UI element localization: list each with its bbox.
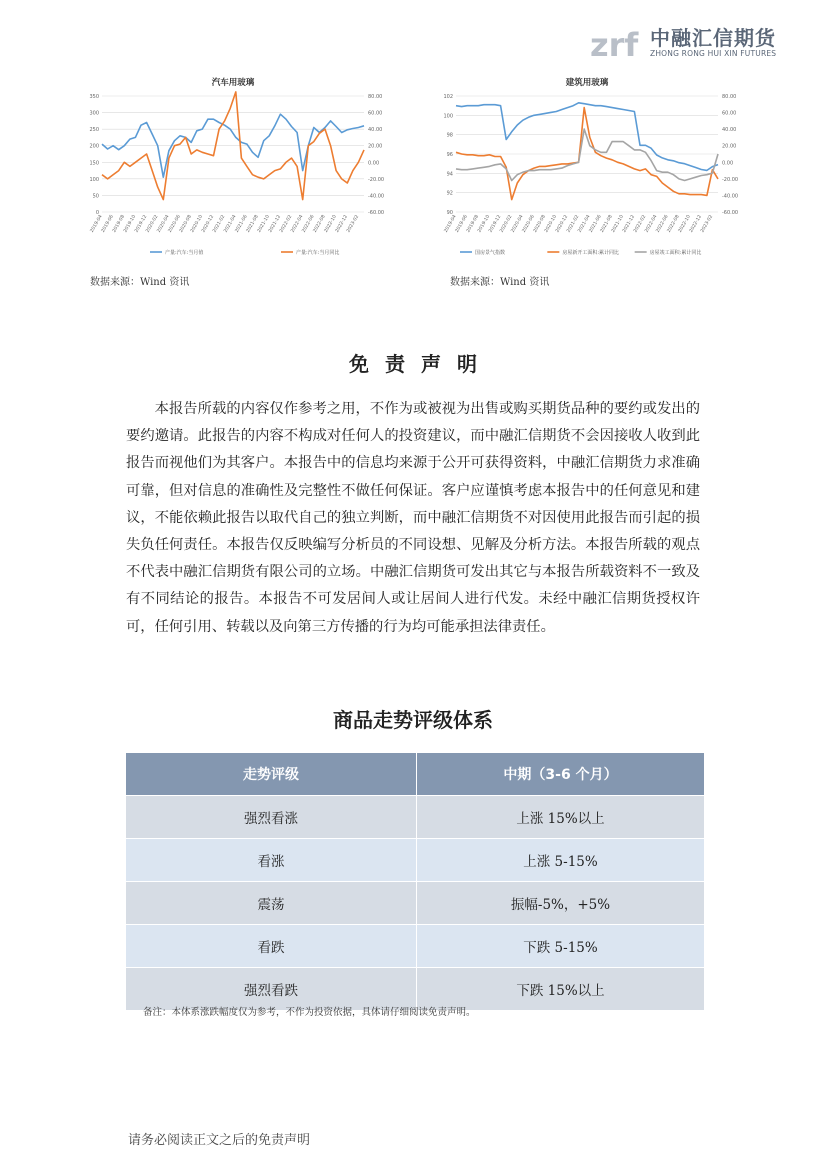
x-tick-label: 2021-12 — [622, 214, 637, 234]
y-left-tick-label: 92 — [446, 190, 453, 197]
legend-label: 房屋新开工面积:累计同比 — [562, 250, 620, 256]
logo-mark: zrf — [590, 26, 639, 64]
y-right-tick-label: 60.00 — [722, 110, 737, 117]
footer-disclaimer-reminder: 请务必阅读正文之后的免责声明 — [128, 1133, 311, 1148]
y-right-tick-label: 0.00 — [722, 160, 734, 167]
x-tick-label: 2021-08 — [599, 214, 614, 234]
x-tick-label: 2022-10 — [323, 214, 338, 234]
rating-table — [126, 753, 704, 1010]
x-tick-label: 2021-10 — [611, 214, 625, 234]
y-right-tick-label: 0.00 — [368, 160, 380, 167]
table-header-row — [126, 753, 704, 796]
y-left-tick-label: 96 — [446, 152, 453, 158]
y-right-tick-label: -40.00 — [368, 193, 385, 200]
y-left-tick-label: 98 — [446, 132, 453, 139]
data-source-left: 数据来源：Wind 资讯 — [90, 277, 190, 288]
y-right-tick-label: 20.00 — [722, 143, 737, 150]
y-left-tick-label: 250 — [89, 127, 99, 134]
x-tick-label: 2022-02 — [279, 214, 294, 234]
y-left-tick-label: 300 — [89, 110, 99, 117]
y-left-tick-label: 94 — [446, 171, 453, 178]
series-line-3 — [456, 129, 718, 180]
x-tick-label: 2020-10 — [544, 214, 559, 234]
x-tick-label: 2021-02 — [212, 214, 227, 234]
header-rating: 走势评级 — [126, 753, 417, 796]
zrf-logo-icon — [590, 18, 648, 64]
x-tick-label: 2021-04 — [577, 214, 592, 234]
x-tick-label: 2021-06 — [234, 214, 249, 234]
table-row — [126, 796, 704, 839]
x-tick-label: 2021-02 — [566, 214, 581, 234]
range-cell: 上涨 15%以上 — [417, 796, 705, 839]
range-cell: 下跌 15%以上 — [417, 968, 705, 1011]
x-tick-label: 2019-08 — [112, 214, 127, 234]
x-tick-label: 2019-04 — [89, 214, 104, 234]
x-tick-label: 2020-02 — [499, 214, 514, 234]
y-right-tick-label: -40.00 — [722, 193, 739, 200]
x-tick-label: 2022-12 — [335, 214, 350, 234]
x-tick-label: 2021-06 — [588, 214, 603, 234]
chart-title: 汽车用玻璃 — [211, 78, 255, 88]
x-tick-label: 2022-12 — [689, 214, 704, 234]
rating-cell: 看涨 — [126, 839, 417, 882]
x-tick-label: 2020-02 — [145, 214, 160, 234]
x-tick-label: 2022-08 — [312, 214, 327, 234]
logo-english-name: ZHONG RONG HUI XIN FUTURES — [650, 49, 777, 58]
x-tick-label: 2021-04 — [223, 214, 238, 234]
x-tick-label: 2020-06 — [167, 214, 182, 234]
y-right-tick-label: -60.00 — [368, 210, 385, 216]
legend-label: 产量:汽车:当月同比 — [296, 250, 340, 256]
y-left-tick-label: 100 — [89, 176, 99, 183]
x-tick-label: 2020-10 — [190, 214, 205, 234]
y-left-tick-label: 50 — [92, 193, 99, 200]
company-logo — [590, 18, 790, 66]
legend-label: 国房景气指数 — [475, 250, 506, 256]
data-source-right: 数据来源：Wind 资讯 — [450, 277, 550, 288]
rating-cell: 强烈看跌 — [126, 968, 417, 1011]
y-left-tick-label: 150 — [89, 160, 99, 167]
table-row — [126, 839, 704, 882]
legend-label: 房屋竣工面积:累计同比 — [649, 250, 702, 256]
x-tick-label: 2020-04 — [156, 214, 171, 234]
x-tick-label: 2022-10 — [677, 214, 692, 234]
y-left-tick-label: 200 — [89, 143, 99, 150]
rating-system-title: 商品走势评级体系 — [333, 708, 493, 732]
building-glass-chart — [436, 76, 746, 266]
x-tick-label: 2022-06 — [301, 214, 316, 234]
x-tick-label: 2019-08 — [466, 214, 481, 234]
rating-cell: 强烈看涨 — [126, 796, 417, 839]
x-tick-label: 2019-06 — [100, 214, 115, 234]
y-right-tick-label: 40.00 — [368, 127, 383, 134]
x-tick-label: 2021-08 — [245, 214, 260, 234]
header-medium-term: 中期（3-6 个月） — [417, 753, 705, 796]
y-right-tick-label: 20.00 — [368, 143, 383, 150]
y-right-tick-label: 80.00 — [722, 94, 737, 100]
y-left-tick-label: 90 — [446, 210, 453, 216]
x-tick-label: 2022-02 — [633, 214, 648, 234]
table-row — [126, 882, 704, 925]
y-right-tick-label: -20.00 — [368, 176, 385, 183]
y-right-tick-label: 40.00 — [722, 127, 737, 134]
x-tick-label: 2020-08 — [532, 214, 547, 234]
x-tick-label: 2023-02 — [700, 214, 715, 234]
x-tick-label: 2019-12 — [134, 214, 149, 234]
y-right-tick-label: -20.00 — [722, 176, 739, 183]
table-row — [126, 925, 704, 968]
x-tick-label: 2021-12 — [268, 214, 283, 234]
y-left-tick-label: 100 — [443, 113, 453, 120]
x-tick-label: 2020-04 — [510, 214, 525, 234]
x-tick-label: 2019-04 — [443, 214, 458, 234]
rating-cell: 震荡 — [126, 882, 417, 925]
disclaimer-title: 免责声明 — [349, 352, 493, 376]
x-tick-label: 2020-08 — [178, 214, 193, 234]
disclaimer-body: 本报告所载的内容仅作参考之用，不作为或被视为出售或购买期货品种的要约或发出的要约邀请。此报告的内容不构成对任何人的投资建议，而中融汇信期货不会因接收人收到此报告而视他们为其客户。本报告中的信息均来源于公开可获得资料，中融汇信期货力求准确可靠，但对信息的准确性及完整性不做任何保证。客户应谨慎考虑本报告中的任何意见和建议，不能依赖此报告以取代自己的独立判断，而中融汇信期货不对因使用此报告而引起的损失负任何责任。本报告仅反映编写分析员的不同设想、见解及分析方法。本报告所载的观点不代表中融汇信期货有限公司的立场。中融汇信期货可发出其它与本报告所载资料不一致及有不同结论的报告。本报告不可发居间人或让居间人进行代发。未经中融汇信期货授权许可，任何引用、转载以及向第三方传播的行为均可能承担法律责任。 — [126, 401, 700, 635]
legend-label: 产量:汽车:当月值 — [165, 250, 204, 256]
rating-note: 备注：本体系涨跌幅度仅为参考，不作为投资依据，具体请仔细阅读免责声明。 — [143, 1007, 476, 1018]
x-tick-label: 2022-04 — [644, 214, 659, 234]
x-tick-label: 2021-10 — [257, 214, 271, 234]
range-cell: 振幅-5%，+5% — [417, 882, 705, 925]
logo-chinese-name: 中融汇信期货 — [650, 26, 776, 50]
x-tick-label: 2020-12 — [201, 214, 216, 234]
x-tick-label: 2022-04 — [290, 214, 305, 234]
range-cell: 上涨 5-15% — [417, 839, 705, 882]
y-right-tick-label: -60.00 — [722, 210, 739, 216]
x-tick-label: 2023-02 — [346, 214, 361, 234]
auto-glass-chart — [82, 76, 392, 266]
x-tick-label: 2019-10 — [477, 214, 492, 234]
rating-cell: 看跌 — [126, 925, 417, 968]
y-right-tick-label: 60.00 — [368, 110, 383, 117]
x-tick-label: 2022-06 — [655, 214, 670, 234]
chart-title: 建筑用玻璃 — [565, 78, 609, 88]
y-left-tick-label: 102 — [443, 94, 453, 100]
x-tick-label: 2019-06 — [454, 214, 469, 234]
range-cell: 下跌 5-15% — [417, 925, 705, 968]
x-tick-label: 2019-10 — [123, 214, 138, 234]
x-tick-label: 2019-12 — [488, 214, 503, 234]
y-right-tick-label: 80.00 — [368, 94, 383, 100]
x-tick-label: 2022-08 — [666, 214, 681, 234]
y-left-tick-label: 0 — [95, 210, 99, 216]
series-line-2 — [456, 108, 718, 200]
x-tick-label: 2020-06 — [521, 214, 536, 234]
x-tick-label: 2020-12 — [555, 214, 570, 234]
y-left-tick-label: 350 — [89, 94, 99, 100]
